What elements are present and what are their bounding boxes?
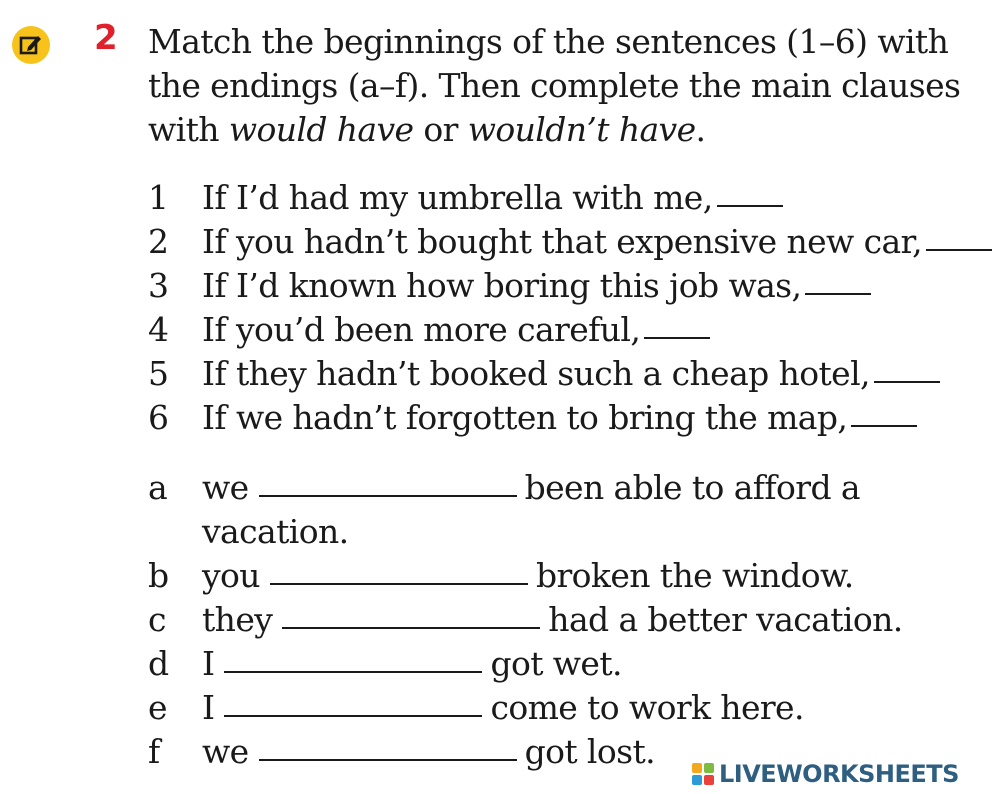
item-text: got lost.: [524, 732, 656, 771]
item-number: 4: [148, 310, 169, 349]
answer-blank[interactable]: [224, 671, 482, 673]
item-letter: d: [148, 644, 169, 683]
edit-icon: [12, 26, 50, 64]
item-subject: we: [202, 732, 249, 771]
item-text: If you hadn’t bought that expensive new car,: [202, 222, 922, 261]
answer-blank[interactable]: [644, 337, 710, 339]
item-letter: b: [148, 556, 169, 595]
logo-square: [692, 763, 702, 773]
item-number: 1: [148, 178, 169, 217]
answer-blank[interactable]: [851, 425, 917, 427]
item-number: 6: [148, 398, 169, 437]
item-text: got wet.: [490, 644, 622, 683]
answer-blank[interactable]: [926, 249, 992, 251]
logo-square: [692, 775, 702, 785]
item-text: had a better vacation.: [548, 600, 903, 639]
logo-square: [704, 775, 714, 785]
item-number: 3: [148, 266, 169, 305]
answer-blank[interactable]: [282, 627, 540, 629]
item-number: 5: [148, 354, 169, 393]
instruction-term: wouldn’t have: [467, 110, 696, 149]
item-letter: e: [148, 688, 167, 727]
exercise-number: 2: [94, 18, 118, 58]
item-text: been able to afford a: [524, 468, 860, 507]
item-text: broken the window.: [535, 556, 854, 595]
item-text: If we hadn’t forgotten to bring the map,: [202, 398, 848, 437]
item-subject: I: [202, 688, 215, 727]
answer-blank[interactable]: [259, 759, 517, 761]
answer-blank[interactable]: [259, 495, 517, 497]
instruction-text: .: [695, 110, 706, 149]
instruction-line: the endings (a–f). Then complete the main clauses: [148, 66, 961, 105]
item-letter: c: [148, 600, 166, 639]
answer-blank[interactable]: [717, 205, 783, 207]
item-text: come to work here.: [490, 688, 804, 727]
item-number: 2: [148, 222, 169, 261]
item-text: If I’d had my umbrella with me,: [202, 178, 713, 217]
answer-blank[interactable]: [805, 293, 871, 295]
liveworksheets-logo: [692, 760, 959, 788]
item-subject: I: [202, 644, 215, 683]
logo-text: LIVEWORKSHEETS: [719, 760, 959, 788]
answer-blank[interactable]: [270, 583, 528, 585]
instruction-line: Match the beginnings of the sentences (1–6) with: [148, 22, 949, 61]
item-letter: f: [148, 732, 160, 771]
item-text: vacation.: [202, 512, 349, 551]
item-subject: they: [202, 600, 273, 639]
item-text: If they hadn’t booked such a cheap hotel,: [202, 354, 870, 393]
instruction-term: would have: [228, 110, 414, 149]
instruction-line: [148, 108, 988, 152]
answer-blank[interactable]: [874, 381, 940, 383]
instruction-text: or: [413, 110, 468, 149]
item-text: If you’d been more careful,: [202, 310, 641, 349]
instruction-text: with: [148, 110, 229, 149]
logo-square: [704, 763, 714, 773]
instructions: [148, 20, 988, 152]
item-text: If I’d known how boring this job was,: [202, 266, 802, 305]
item-subject: we: [202, 468, 249, 507]
answer-blank[interactable]: [224, 715, 482, 717]
item-letter: a: [148, 468, 168, 507]
logo-mark-icon: [692, 763, 714, 785]
item-subject: you: [202, 556, 260, 595]
